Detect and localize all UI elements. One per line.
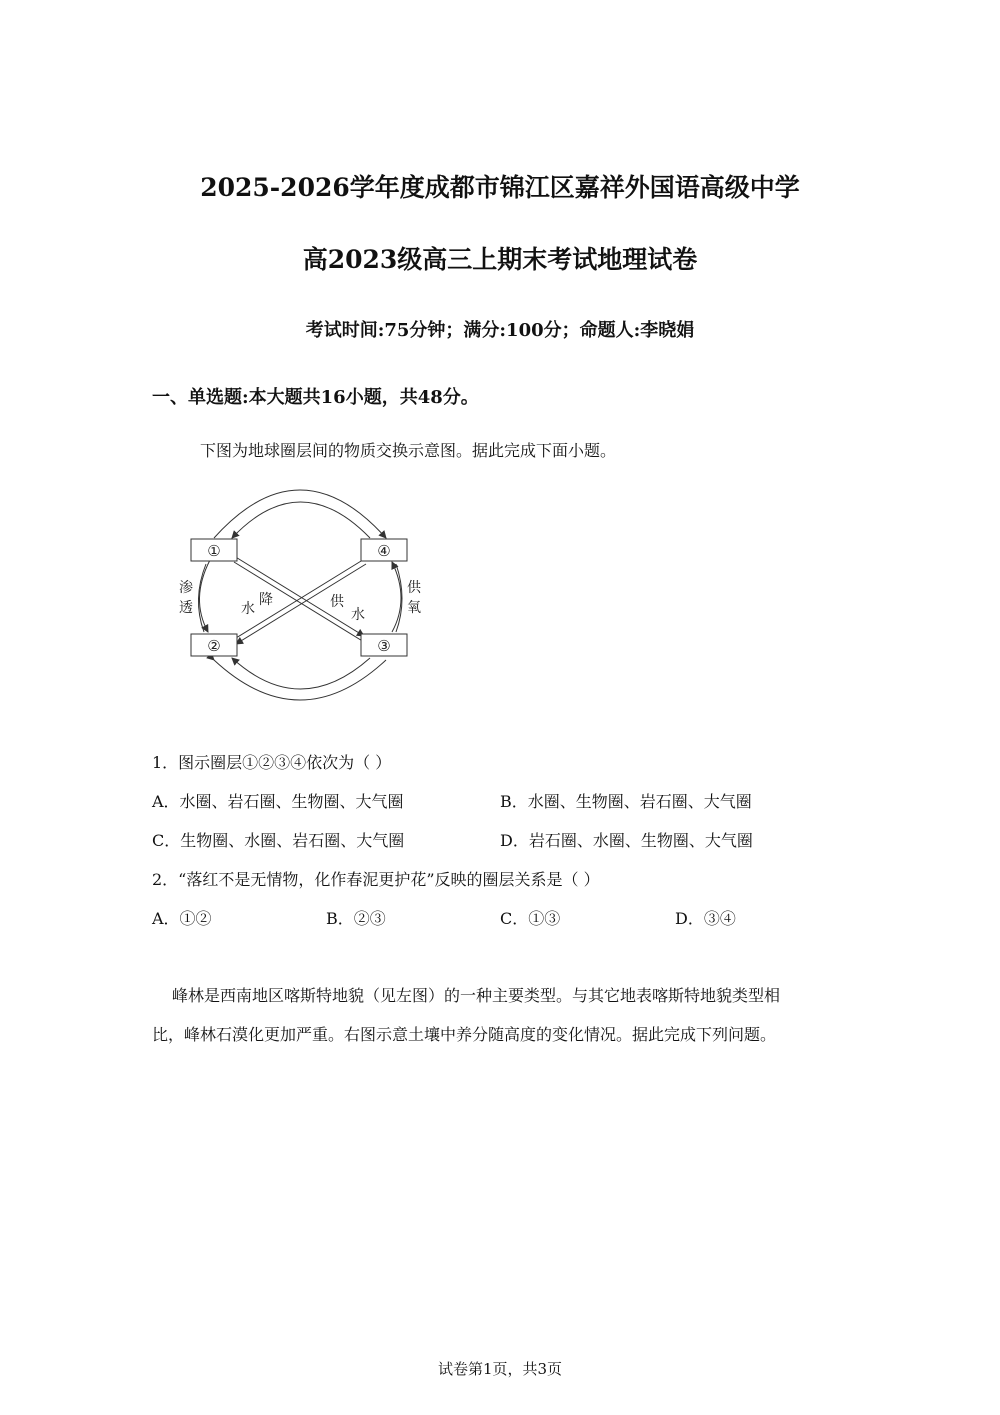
cross-line-a1 [234, 556, 364, 636]
question-1-option-c: C．生物圈、水圈、岩石圈、大气圈 [152, 831, 405, 850]
question-2-option-c: C．①③ [500, 909, 561, 928]
exam-title-line1: 2025-2026学年度成都市锦江区嘉祥外国语高级中学 [200, 173, 800, 202]
page-footer: 试卷第1页，共3页 [437, 1360, 563, 1378]
question-1-stem: 1．图示圈层①②③④依次为（ ） [152, 753, 392, 772]
box-1-label: ① [207, 542, 221, 560]
question-2-option-a: A．①② [152, 909, 212, 928]
question-1-option-d: D．岩石圈、水圈、生物圈、大气圈 [500, 831, 753, 850]
cross-left-label-1: 水 [241, 601, 255, 617]
sphere-exchange-diagram [170, 482, 430, 707]
box-2-label: ② [207, 637, 221, 655]
cross-line-b1 [236, 558, 366, 638]
left-label-1: 渗 [179, 580, 193, 596]
passage-line-1: 峰林是西南地区喀斯特地貌（见左图）的一种主要类型。与其它地表喀斯特地貌类型相 [172, 986, 781, 1005]
arc-top-inner [232, 502, 370, 538]
right-label-1: 供 [407, 580, 421, 596]
cross-right-label-2: 水 [351, 607, 365, 623]
question-2-option-d: D．③④ [675, 909, 736, 928]
cross-line-b2 [236, 564, 366, 644]
box-3-label: ③ [377, 637, 391, 655]
arc-bottom-inner [232, 658, 370, 689]
section-intro: 下图为地球圈层间的物质交换示意图。据此完成下面小题。 [200, 441, 617, 460]
right-label-2: 氧 [407, 600, 421, 616]
exam-info: 考试时间:75分钟；满分:100分；命题人:李晓娟 [305, 320, 695, 341]
question-1-option-a: A．水圈、岩石圈、生物圈、大气圈 [152, 792, 404, 811]
exam-title-line2: 高2023级高三上期末考试地理试卷 [302, 245, 698, 274]
question-2-stem: 2．“落红不是无情物，化作春泥更护花”反映的圈层关系是（ ） [152, 870, 600, 889]
left-label-2: 透 [179, 600, 193, 616]
question-2-option-b: B．②③ [326, 909, 386, 928]
question-1-option-b: B．水圈、生物圈、岩石圈、大气圈 [500, 792, 752, 811]
cross-left-label-2: 降 [259, 592, 273, 608]
passage-line-2: 比，峰林石漠化更加严重。右图示意土壤中养分随高度的变化情况。据此完成下列问题。 [152, 1025, 777, 1044]
box-4-label: ④ [377, 542, 391, 560]
section-heading: 一、单选题:本大题共16小题，共48分。 [152, 387, 479, 408]
cross-right-label-1: 供 [330, 594, 344, 610]
